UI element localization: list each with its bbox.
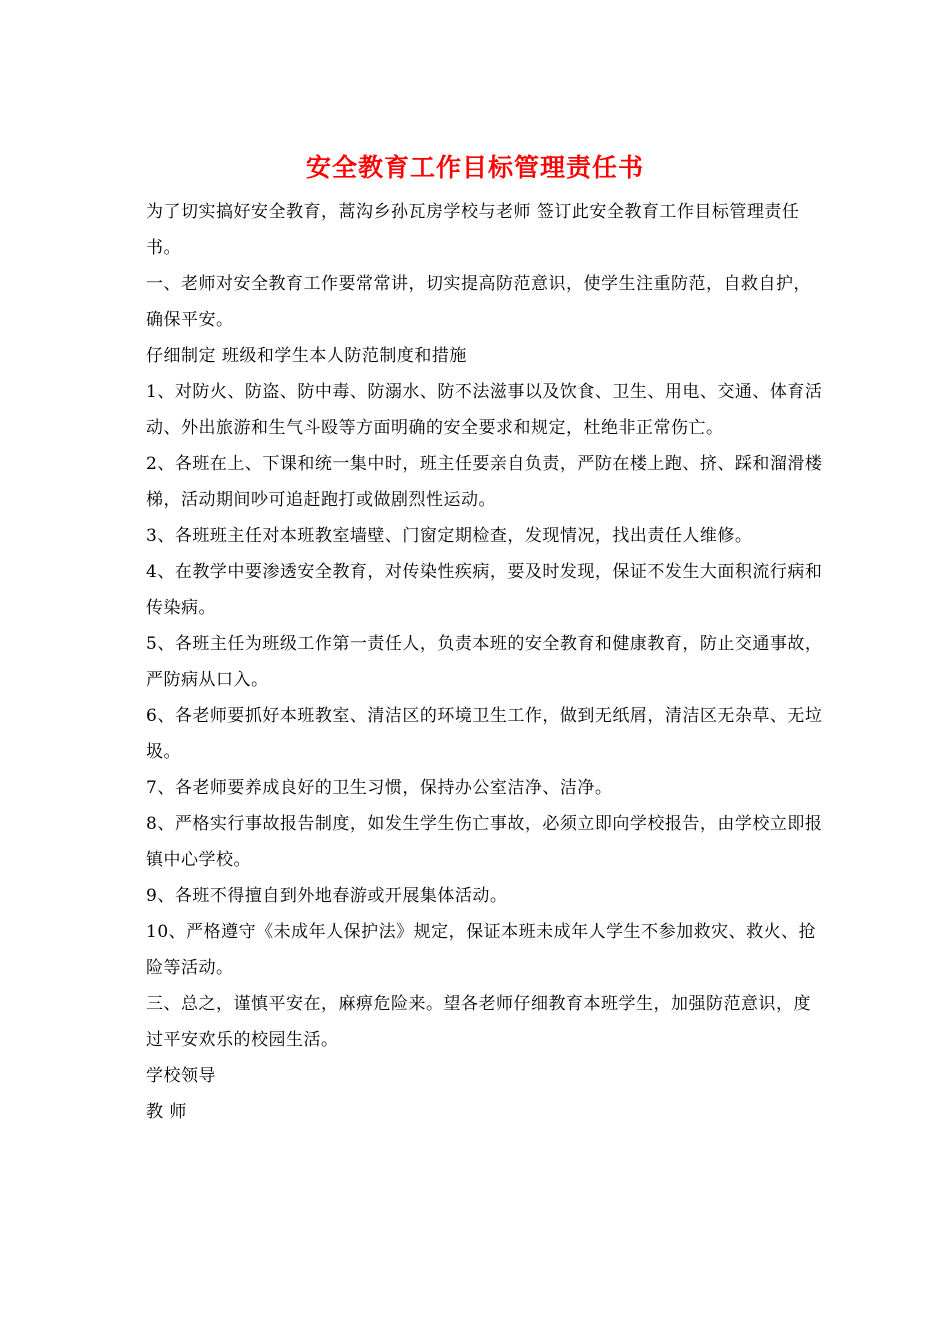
rule-item-10: 10、严格遵守《未成年人保护法》规定，保证本班未成年人学生不参加救灾、救火、抢险等活动。: [146, 922, 817, 978]
document-title: 安全教育工作目标管理责任书: [305, 153, 644, 182]
rule-item-1: 1、对防火、防盗、防中毒、防溺水、防不法滋事以及饮食、卫生、用电、交通、体育活动、外出旅游和生气斗殴等方面明确的安全要求和规定，杜绝非正常伤亡。: [146, 382, 823, 438]
section-one-paragraph: 一、老师对安全教育工作要常常讲，切实提高防范意识，使学生注重防范，自救自护，确保平安。: [146, 274, 811, 330]
rule-item-9: 9、各班不得擅自到外地春游或开展集体活动。: [146, 886, 508, 906]
teacher-signature: 教 师: [146, 1102, 187, 1122]
rule-item-8: 8、严格实行事故报告制度，如发生学生伤亡事故，必须立即向学校报告，由学校立即报镇中心学校。: [146, 814, 823, 870]
conclusion-paragraph: 三、总之，谨慎平安在，麻痹危险来。望各老师仔细教育本班学生，加强防范意识，度过平安欢乐的校园生活。: [146, 994, 811, 1050]
measures-heading: 仔细制定 班级和学生本人防范制度和措施: [146, 346, 467, 366]
rule-item-4: 4、在教学中要渗透安全教育，对传染性疾病，要及时发现，保证不发生大面积流行病和传染病。: [146, 562, 823, 618]
document-body: [146, 194, 826, 1130]
rule-item-7: 7、各老师要养成良好的卫生习惯，保持办公室洁净、洁净。: [146, 778, 613, 798]
rule-item-3: 3、各班班主任对本班教室墙壁、门窗定期检查，发现情况，找出责任人维修。: [146, 526, 753, 546]
intro-paragraph: 为了切实搞好安全教育，蒿沟乡孙瓦房学校与老师 签订此安全教育工作目标管理责任书。: [146, 202, 800, 258]
rule-item-2: 2、各班在上、下课和统一集中时，班主任要亲自负责，严防在楼上跑、挤、踩和溜滑楼梯，活动期间吵可追赶跑打或做剧烈性运动。: [146, 454, 823, 510]
rule-item-5: 5、各班主任为班级工作第一责任人，负责本班的安全教育和健康教育，防止交通事故，严防病从口入。: [146, 634, 823, 690]
school-leader-signature: 学校领导: [146, 1066, 216, 1086]
rule-item-6: 6、各老师要抓好本班教室、清洁区的环境卫生工作，做到无纸屑，清洁区无杂草、无垃圾。: [146, 706, 823, 762]
